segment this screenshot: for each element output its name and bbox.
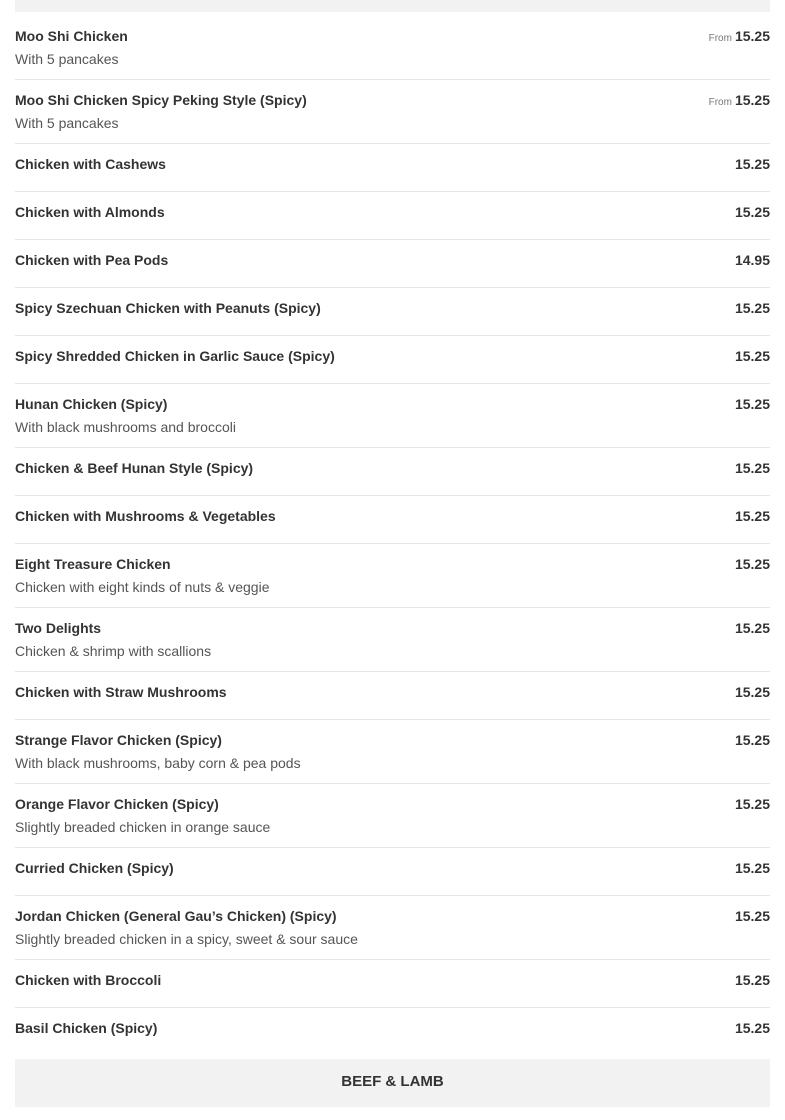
menu-item-name: Spicy Szechuan Chicken with Peanuts (Spicy)	[15, 300, 321, 316]
menu-item-price	[735, 156, 770, 172]
menu-item[interactable]	[15, 240, 770, 288]
menu-item-name: Two Delights	[15, 620, 102, 636]
menu-item-name: Chicken with Pea Pods	[15, 252, 169, 268]
price-value: 15.25	[734, 28, 770, 44]
menu-item-price	[735, 860, 770, 876]
menu-item-name: Chicken with Almonds	[15, 204, 165, 220]
price-value: 15.25	[734, 508, 770, 524]
menu-item-description: With black mushrooms and broccoli	[15, 419, 236, 435]
menu-item-price	[735, 1020, 770, 1036]
menu-item[interactable]	[15, 192, 770, 240]
menu-item-name: Moo Shi Chicken Spicy Peking Style (Spicy)	[15, 92, 307, 108]
menu-item-price	[735, 972, 770, 988]
menu-item-description: Chicken & shrimp with scallions	[15, 643, 212, 659]
menu-item-name: Moo Shi Chicken	[15, 28, 128, 44]
price-value: 15.25	[734, 460, 770, 476]
menu-item-name: Chicken with Straw Mushrooms	[15, 684, 227, 700]
menu-item[interactable]	[15, 672, 770, 720]
menu-item-price	[735, 796, 770, 812]
menu-item-description: With 5 pancakes	[15, 115, 119, 131]
menu-item[interactable]	[15, 288, 770, 336]
price-value: 15.25	[734, 204, 770, 220]
menu-list	[15, 16, 770, 1056]
price-value: 15.25	[734, 556, 770, 572]
price-value: 15.25	[734, 92, 770, 108]
menu-item[interactable]	[15, 720, 770, 784]
price-value: 15.25	[734, 396, 770, 412]
menu-item-name: Chicken with Mushrooms & Vegetables	[15, 508, 276, 524]
menu-item-description: Slightly breaded chicken in a spicy, sweet & sour sauce	[15, 931, 358, 947]
price-from-label: From	[708, 97, 732, 108]
menu-item-name: Jordan Chicken (General Gau’s Chicken) (Spicy)	[15, 908, 337, 924]
menu-item[interactable]	[15, 608, 770, 672]
menu-item-name: Eight Treasure Chicken	[15, 556, 171, 572]
menu-item[interactable]	[15, 80, 770, 144]
price-value: 15.25	[734, 348, 770, 364]
menu-item[interactable]	[15, 496, 770, 544]
previous-section-header	[15, 0, 770, 12]
menu-item-price	[735, 908, 770, 924]
menu-item-price	[735, 204, 770, 220]
price-value: 15.25	[734, 684, 770, 700]
section-header-beef-lamb[interactable]: BEEF & LAMB	[15, 1059, 770, 1107]
menu-item-name: Spicy Shredded Chicken in Garlic Sauce (Spicy)	[15, 348, 335, 364]
menu-item-price	[735, 556, 770, 572]
menu-item-price	[735, 252, 770, 268]
menu-item-price	[735, 684, 770, 700]
menu-item-name: Chicken with Cashews	[15, 156, 166, 172]
menu-item-price	[735, 396, 770, 412]
menu-item[interactable]	[15, 960, 770, 1008]
menu-item-description: Chicken with eight kinds of nuts & veggie	[15, 579, 270, 595]
menu-item[interactable]	[15, 144, 770, 192]
menu-item[interactable]	[15, 16, 770, 80]
menu-item[interactable]	[15, 784, 770, 848]
menu-item-description: With black mushrooms, baby corn & pea pods	[15, 755, 301, 771]
price-value: 14.95	[734, 252, 770, 268]
price-from-label: From	[708, 33, 732, 44]
menu-item-price	[735, 300, 770, 316]
price-value: 15.25	[734, 908, 770, 924]
menu-item-price	[735, 348, 770, 364]
menu-item[interactable]	[15, 544, 770, 608]
price-value: 15.25	[734, 860, 770, 876]
menu-item-name: Curried Chicken (Spicy)	[15, 860, 174, 876]
price-value: 15.25	[734, 796, 770, 812]
menu-item-name: Orange Flavor Chicken (Spicy)	[15, 796, 219, 812]
menu-item-name: Chicken with Broccoli	[15, 972, 162, 988]
menu-item[interactable]	[15, 1008, 770, 1056]
menu-item-price	[735, 732, 770, 748]
menu-item-name: Strange Flavor Chicken (Spicy)	[15, 732, 222, 748]
menu-item[interactable]	[15, 896, 770, 960]
menu-item-name: Chicken & Beef Hunan Style (Spicy)	[15, 460, 254, 476]
menu-item-name: Hunan Chicken (Spicy)	[15, 396, 168, 412]
menu-item-description: Slightly breaded chicken in orange sauce	[15, 819, 271, 835]
price-value: 15.25	[734, 620, 770, 636]
menu-item-description: With 5 pancakes	[15, 51, 119, 67]
menu-item-price	[709, 28, 770, 47]
price-value: 15.25	[734, 732, 770, 748]
menu-item[interactable]	[15, 384, 770, 448]
menu-item-price	[735, 460, 770, 476]
price-value: 15.25	[734, 300, 770, 316]
menu-item-price	[735, 620, 770, 636]
menu-item-price	[709, 92, 770, 111]
price-value: 15.25	[734, 156, 770, 172]
price-value: 15.25	[734, 972, 770, 988]
menu-item-name: Basil Chicken (Spicy)	[15, 1020, 158, 1036]
menu-item[interactable]	[15, 448, 770, 496]
price-value: 15.25	[734, 1020, 770, 1036]
menu-item-price	[735, 508, 770, 524]
menu-item[interactable]	[15, 336, 770, 384]
menu-item[interactable]	[15, 848, 770, 896]
